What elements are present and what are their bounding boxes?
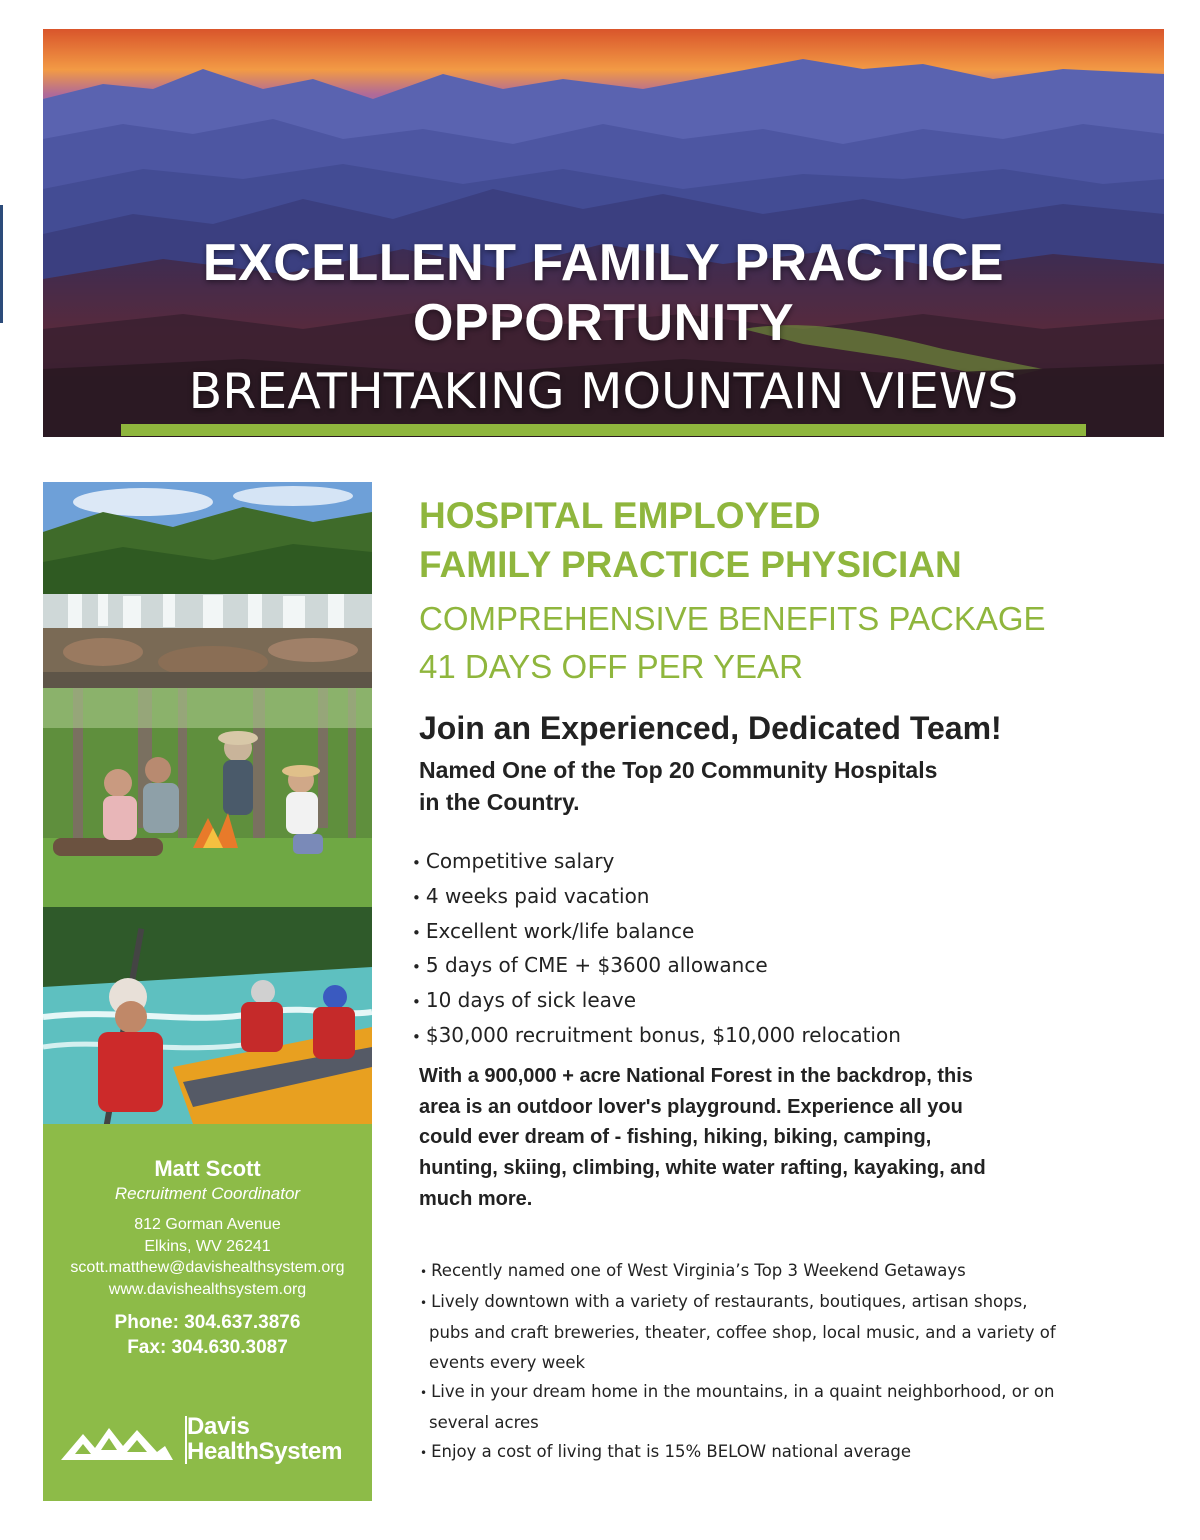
waterfall-photo bbox=[43, 482, 372, 688]
benefit-headline-1: COMPREHENSIVE BENEFITS PACKAGE bbox=[419, 600, 1046, 637]
hero-title-line2: OPPORTUNITY bbox=[412, 294, 795, 352]
contact-phone[interactable]: Phone: 304.637.3876 bbox=[114, 1312, 301, 1333]
outdoor-paragraph bbox=[419, 1061, 1069, 1215]
outdoor-paragraph-line1: With a 900,000 + acre National Forest in the backdrop, this bbox=[419, 1065, 973, 1087]
rafting-photo bbox=[43, 907, 372, 1124]
highlights-list bbox=[420, 1256, 1060, 1468]
outdoor-paragraph-line2: area is an outdoor lover's playground. Experience all you bbox=[419, 1095, 963, 1118]
campfire-photo bbox=[43, 688, 372, 907]
outdoor-paragraph-line4: hunting, skiing, climbing, white water rafting, kayaking, and bbox=[419, 1157, 986, 1180]
list-item: • Excellent work/life balance bbox=[412, 915, 901, 950]
hospital-ranking bbox=[419, 754, 1079, 818]
logo-line1: Davis bbox=[187, 1413, 250, 1440]
contact-address-line2: Elkins, WV 26241 bbox=[144, 1237, 271, 1255]
contact-address-line1: 812 Gorman Avenue bbox=[134, 1216, 281, 1233]
list-item: • Enjoy a cost of living that is 15% BELOW national average bbox=[420, 1437, 1060, 1468]
contact-details bbox=[43, 1214, 372, 1300]
davis-health-system-logo bbox=[61, 1412, 361, 1472]
headline-line1: HOSPITAL EMPLOYED bbox=[419, 495, 821, 536]
contact-role: Recruitment Coordinator bbox=[114, 1184, 301, 1203]
logo-line2: HealthSystem bbox=[187, 1438, 343, 1465]
contact-fax: Fax: 304.630.3087 bbox=[127, 1337, 288, 1358]
list-item: • Recently named one of West Virginia’s Top 3 Weekend Getaways bbox=[420, 1256, 1060, 1287]
hero-subtitle: BREATHTAKING MOUNTAIN VIEWS bbox=[188, 363, 1019, 420]
mountain-logo-icon bbox=[61, 1418, 173, 1460]
list-item: • Competitive salary bbox=[412, 845, 901, 880]
hero-title bbox=[43, 233, 1164, 353]
hero-accent-bar bbox=[121, 424, 1086, 436]
hospital-ranking-line2: in the Country. bbox=[419, 789, 580, 815]
contact-name: Matt Scott bbox=[154, 1156, 261, 1181]
list-item: • 5 days of CME + $3600 allowance bbox=[412, 949, 901, 984]
contact-email[interactable]: scott.matthew@davishealthsystem.org bbox=[70, 1259, 345, 1276]
headline-line2: FAMILY PRACTICE PHYSICIAN bbox=[419, 544, 962, 585]
page-edge-mark bbox=[0, 205, 3, 323]
list-item: • 4 weeks paid vacation bbox=[412, 880, 901, 915]
hero-banner bbox=[43, 29, 1164, 437]
benefit-headline-2: 41 DAYS OFF PER YEAR bbox=[419, 648, 803, 685]
contact-website[interactable]: www.davishealthsystem.org bbox=[108, 1280, 307, 1298]
list-item: • $30,000 recruitment bonus, $10,000 relocation bbox=[412, 1019, 901, 1054]
logo-wordmark bbox=[187, 1414, 342, 1464]
list-item: • Live in your dream home in the mountains, in a quaint neighborhood, or on several acres bbox=[420, 1377, 1060, 1437]
outdoor-paragraph-line5: much more. bbox=[419, 1187, 533, 1210]
list-item: • 10 days of sick leave bbox=[412, 984, 901, 1019]
contact-phone-block bbox=[43, 1310, 372, 1360]
hero-title-line1: EXCELLENT FAMILY PRACTICE bbox=[202, 234, 1005, 292]
join-team-heading: Join an Experienced, Dedicated Team! bbox=[419, 710, 1002, 746]
list-item: • Lively downtown with a variety of restaurants, boutiques, artisan shops, pubs and craft breweries, theater, coffee shop, local music, and a variety of events every week bbox=[420, 1287, 1060, 1377]
hospital-ranking-line1: Named One of the Top 20 Community Hospitals bbox=[419, 757, 938, 783]
contact-panel bbox=[43, 1124, 372, 1501]
benefits-list bbox=[412, 845, 901, 1054]
outdoor-paragraph-line3: could ever dream of - fishing, hiking, biking, camping, bbox=[419, 1126, 932, 1149]
